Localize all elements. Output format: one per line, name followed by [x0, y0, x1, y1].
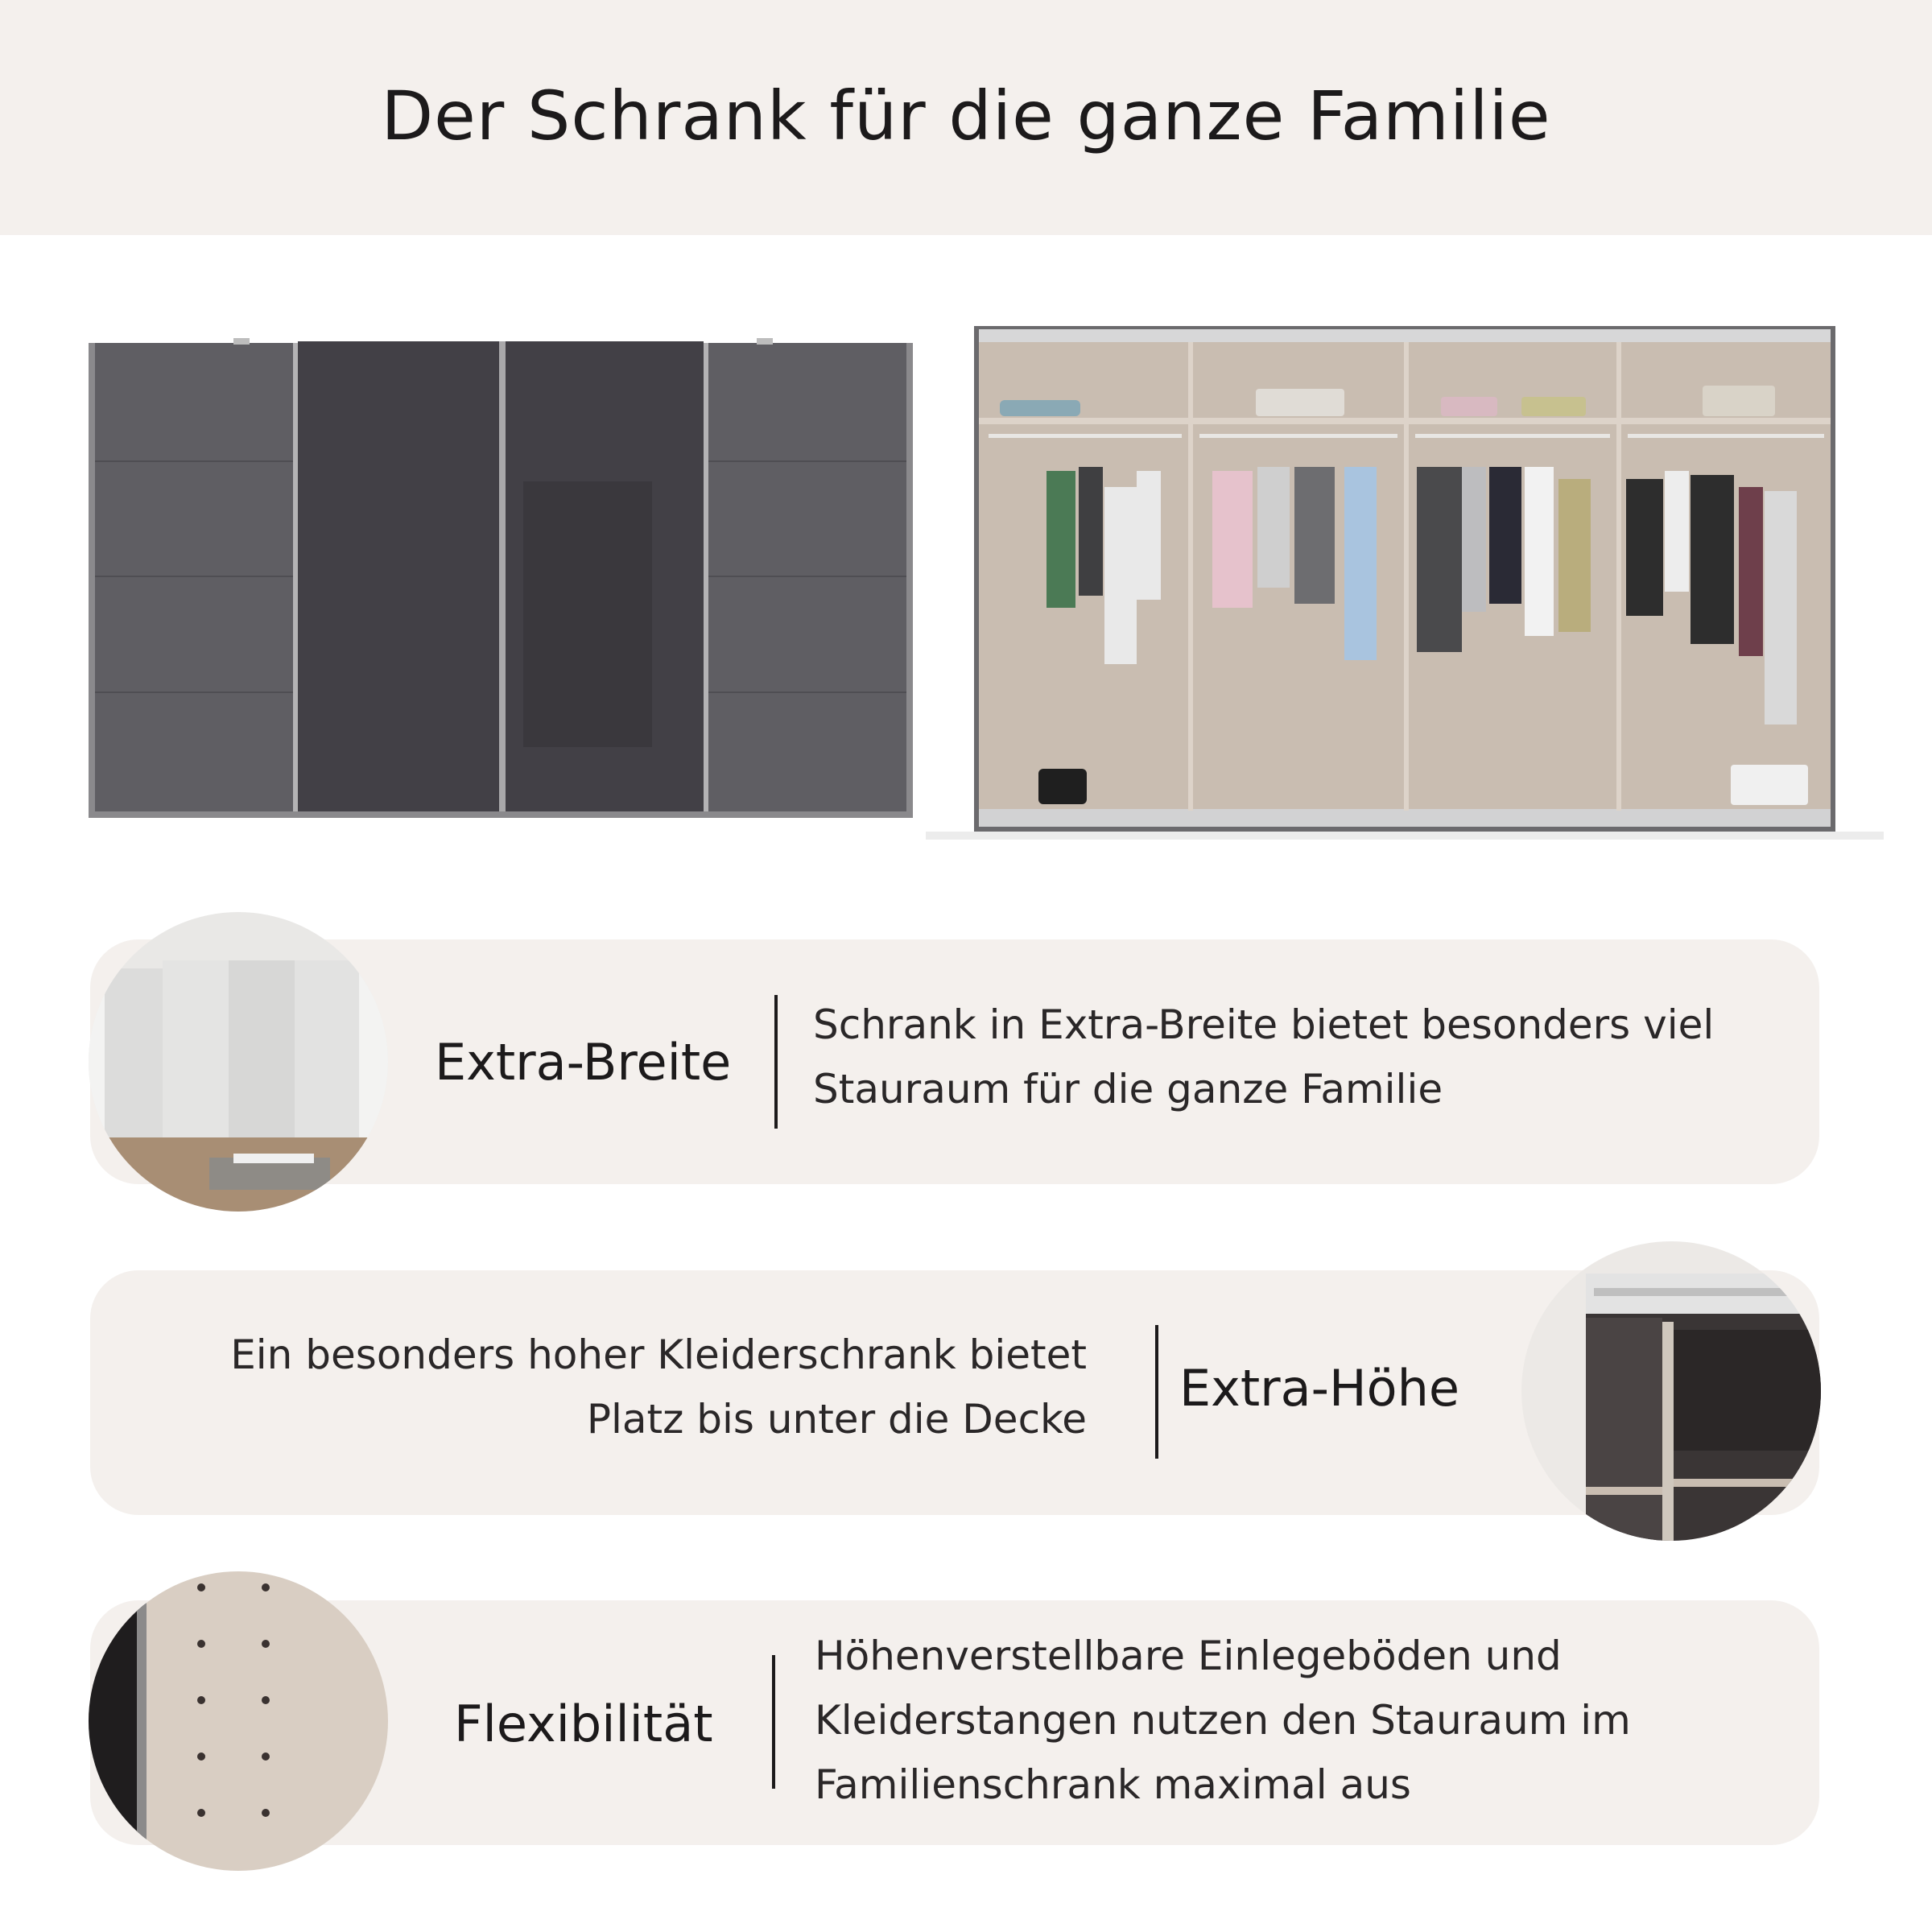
- feature-description: Höhenverstellbare Einlegeböden und Kleiderstangen nutzen den Stauraum im Familienschrank maximal aus: [815, 1633, 1631, 1808]
- page-title: Der Schrank für die ganze Familie: [381, 76, 1551, 155]
- feature-title: Extra-Höhe: [1179, 1359, 1460, 1418]
- feature-title: Extra-Breite: [435, 1033, 732, 1092]
- header-banner: [0, 0, 1932, 235]
- wardrobe-open-image: [926, 326, 1884, 841]
- feature-image-extra-hoehe: [1521, 1241, 1821, 1541]
- feature-divider: [772, 1655, 775, 1789]
- feature-image-extra-breite: [89, 912, 388, 1212]
- wardrobe-closed-image: [89, 336, 913, 821]
- feature-description: Ein besonders hoher Kleiderschrank bietet Platz bis unter die Decke: [230, 1331, 1087, 1443]
- feature-divider: [1155, 1325, 1158, 1459]
- feature-image-flexibilitaet: [89, 1571, 388, 1871]
- feature-description: Schrank in Extra-Breite bietet besonders viel Stauraum für die ganze Familie: [813, 1001, 1715, 1113]
- feature-title: Flexibilität: [454, 1695, 713, 1753]
- feature-divider: [774, 995, 778, 1129]
